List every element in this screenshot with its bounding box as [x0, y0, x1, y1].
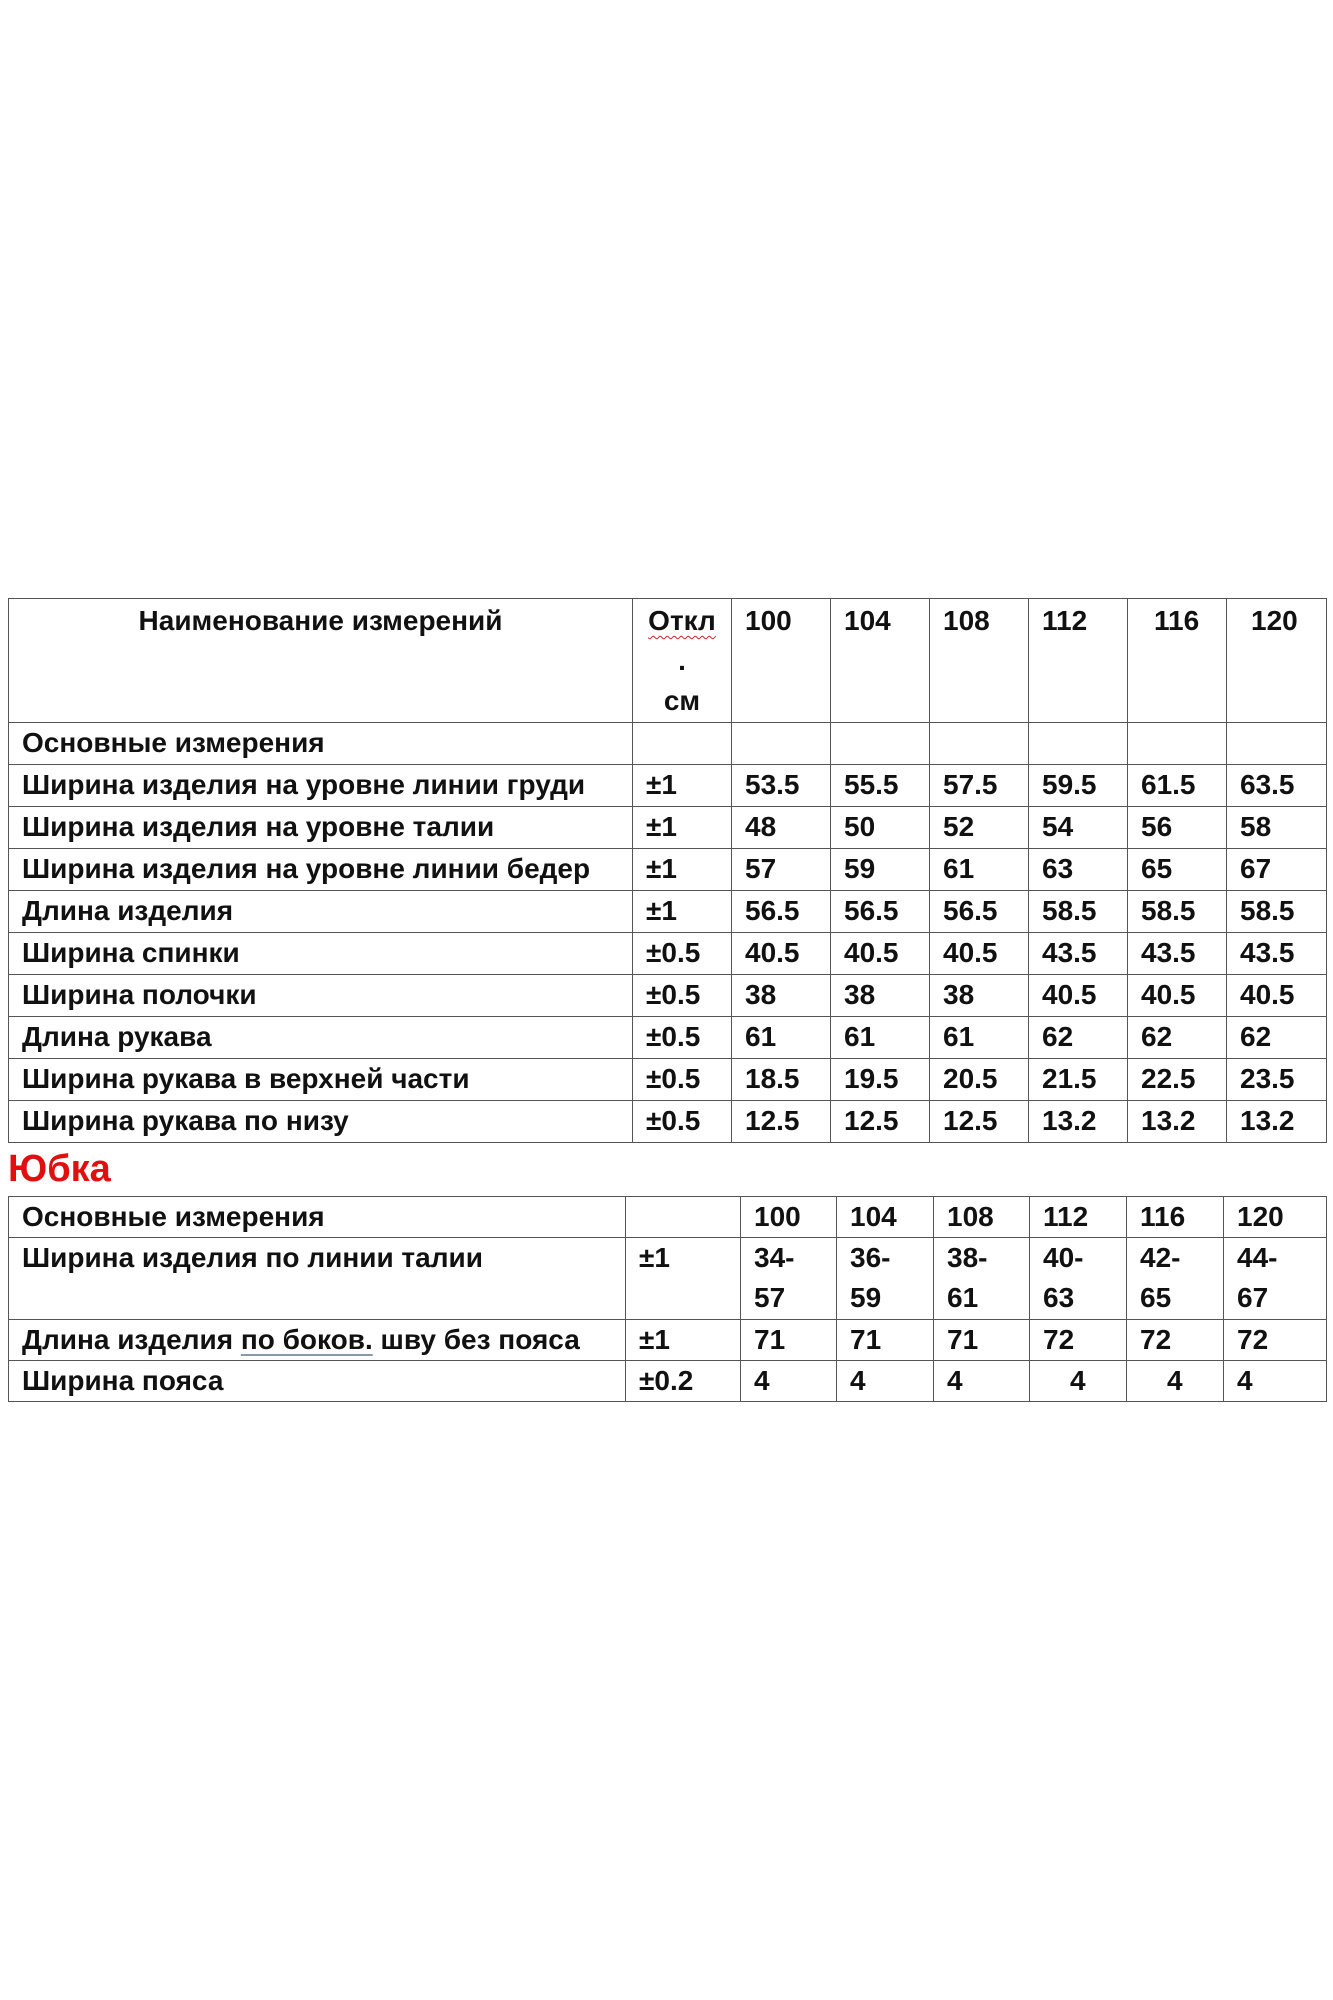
measurement-name-part: Длина изделия — [22, 1324, 241, 1355]
header-deviation — [626, 1197, 741, 1238]
value-cell: 40.5 — [1128, 975, 1227, 1017]
value-cell — [831, 723, 930, 765]
value-cell: 55.5 — [831, 765, 930, 807]
table-header-row — [9, 599, 1327, 723]
measurement-name: Ширина полочки — [9, 975, 633, 1017]
value-cell — [1224, 1238, 1327, 1320]
value-cell: 71 — [837, 1320, 934, 1361]
value-cell: 58.5 — [1128, 891, 1227, 933]
value-cell: 18.5 — [732, 1059, 831, 1101]
value-cell: 56.5 — [831, 891, 930, 933]
value-cell: 53.5 — [732, 765, 831, 807]
table-row — [9, 1238, 1327, 1320]
header-size: 104 — [837, 1197, 934, 1238]
value-cell: 20.5 — [930, 1059, 1029, 1101]
measurement-name: Ширина изделия на уровне линии груди — [9, 765, 633, 807]
value-cell — [934, 1238, 1030, 1320]
deviation-cell: ±0.5 — [633, 1017, 732, 1059]
value-cell — [1128, 723, 1227, 765]
value-cell: 4 — [741, 1361, 837, 1402]
value-cell: 62 — [1029, 1017, 1128, 1059]
deviation-cell: ±1 — [633, 807, 732, 849]
table-header-row — [9, 1197, 1327, 1238]
value-cell: 58.5 — [1227, 891, 1327, 933]
value-cell: 40.5 — [930, 933, 1029, 975]
value-cell: 59 — [831, 849, 930, 891]
value-cell: 38 — [831, 975, 930, 1017]
measurement-name-part: шву без пояса — [372, 1324, 580, 1355]
value-line: 44- — [1237, 1242, 1278, 1273]
deviation-cell: ±1 — [626, 1238, 741, 1320]
header-deviation-line: Откл — [648, 605, 716, 636]
table-row — [9, 1361, 1327, 1402]
value-cell: 4 — [1127, 1361, 1224, 1402]
header-size: 100 — [741, 1197, 837, 1238]
value-cell: 72 — [1127, 1320, 1224, 1361]
measurement-name: Ширина пояса — [9, 1361, 626, 1402]
value-cell: 58.5 — [1029, 891, 1128, 933]
deviation-cell — [633, 723, 732, 765]
table-row — [9, 1059, 1327, 1101]
value-cell: 57.5 — [930, 765, 1029, 807]
value-line: 38- — [947, 1242, 988, 1273]
measurement-name: Ширина рукава по низу — [9, 1101, 633, 1143]
header-measurement-name: Наименование измерений — [9, 599, 633, 723]
value-cell — [1127, 1238, 1224, 1320]
value-cell — [930, 723, 1029, 765]
value-cell: 63.5 — [1227, 765, 1327, 807]
value-cell — [837, 1238, 934, 1320]
value-cell: 43.5 — [1029, 933, 1128, 975]
value-cell: 48 — [732, 807, 831, 849]
measurement-name: Ширина изделия на уровне линии бедер — [9, 849, 633, 891]
value-cell: 61 — [930, 1017, 1029, 1059]
table-row — [9, 1101, 1327, 1143]
header-size: 112 — [1029, 599, 1128, 723]
value-cell — [1227, 723, 1327, 765]
value-cell: 67 — [1227, 849, 1327, 891]
table-row — [9, 723, 1327, 765]
value-cell: 13.2 — [1128, 1101, 1227, 1143]
value-line: 61 — [947, 1282, 979, 1313]
value-cell: 4 — [837, 1361, 934, 1402]
value-cell: 72 — [1030, 1320, 1127, 1361]
table-row — [9, 933, 1327, 975]
deviation-cell: ±1 — [626, 1320, 741, 1361]
header-size: 108 — [934, 1197, 1030, 1238]
deviation-cell: ±0.5 — [633, 933, 732, 975]
value-cell: 61 — [732, 1017, 831, 1059]
value-cell: 58 — [1227, 807, 1327, 849]
table-row — [9, 975, 1327, 1017]
measurement-name: Длина рукава — [9, 1017, 633, 1059]
value-cell: 61 — [930, 849, 1029, 891]
value-cell: 54 — [1029, 807, 1128, 849]
measurement-name: Длина изделия — [9, 891, 633, 933]
value-cell: 57 — [732, 849, 831, 891]
table-row — [9, 807, 1327, 849]
value-line: 59 — [850, 1282, 882, 1313]
value-cell: 56.5 — [930, 891, 1029, 933]
value-cell: 4 — [1030, 1361, 1127, 1402]
measurement-name — [9, 1320, 626, 1361]
header-size: 116 — [1128, 599, 1227, 723]
value-cell: 12.5 — [930, 1101, 1029, 1143]
value-cell — [732, 723, 831, 765]
header-deviation-line: . — [678, 645, 686, 676]
value-cell: 71 — [741, 1320, 837, 1361]
value-cell: 72 — [1224, 1320, 1327, 1361]
value-cell: 63 — [1029, 849, 1128, 891]
header-size: 120 — [1224, 1197, 1327, 1238]
value-line: 65 — [1140, 1282, 1172, 1313]
value-cell: 50 — [831, 807, 930, 849]
value-cell: 23.5 — [1227, 1059, 1327, 1101]
value-cell: 13.2 — [1029, 1101, 1128, 1143]
value-cell — [1029, 723, 1128, 765]
value-cell: 21.5 — [1029, 1059, 1128, 1101]
header-measurement-name: Основные измерения — [9, 1197, 626, 1238]
value-cell: 12.5 — [732, 1101, 831, 1143]
value-cell: 38 — [732, 975, 831, 1017]
value-cell: 71 — [934, 1320, 1030, 1361]
value-cell: 62 — [1128, 1017, 1227, 1059]
value-cell: 52 — [930, 807, 1029, 849]
value-line: 67 — [1237, 1282, 1269, 1313]
value-line: 40- — [1043, 1242, 1084, 1273]
value-cell: 40.5 — [1029, 975, 1128, 1017]
value-line: 42- — [1140, 1242, 1181, 1273]
value-cell: 19.5 — [831, 1059, 930, 1101]
value-line: 63 — [1043, 1282, 1075, 1313]
deviation-cell: ±0.5 — [633, 1059, 732, 1101]
value-line: 34- — [754, 1242, 795, 1273]
value-cell: 61.5 — [1128, 765, 1227, 807]
value-cell: 22.5 — [1128, 1059, 1227, 1101]
value-cell: 12.5 — [831, 1101, 930, 1143]
table-row — [9, 849, 1327, 891]
value-cell: 4 — [1224, 1361, 1327, 1402]
deviation-cell: ±1 — [633, 849, 732, 891]
value-cell: 56 — [1128, 807, 1227, 849]
value-cell: 4 — [934, 1361, 1030, 1402]
blouse-measurements-table — [8, 598, 1327, 1143]
value-cell: 65 — [1128, 849, 1227, 891]
value-cell: 56.5 — [732, 891, 831, 933]
measurement-name: Ширина рукава в верхней части — [9, 1059, 633, 1101]
measurement-name: Основные измерения — [9, 723, 633, 765]
table-row — [9, 1017, 1327, 1059]
deviation-cell: ±1 — [633, 891, 732, 933]
header-deviation-line: см — [663, 685, 701, 716]
header-size: 104 — [831, 599, 930, 723]
deviation-cell: ±0.5 — [633, 975, 732, 1017]
header-size: 116 — [1127, 1197, 1224, 1238]
measurement-name: Ширина изделия на уровне талии — [9, 807, 633, 849]
value-cell: 43.5 — [1227, 933, 1327, 975]
header-size: 112 — [1030, 1197, 1127, 1238]
deviation-cell: ±0.5 — [633, 1101, 732, 1143]
value-cell: 61 — [831, 1017, 930, 1059]
table-row — [9, 765, 1327, 807]
value-cell: 62 — [1227, 1017, 1327, 1059]
table-row — [9, 1320, 1327, 1361]
value-cell: 13.2 — [1227, 1101, 1327, 1143]
header-size: 100 — [732, 599, 831, 723]
value-cell: 43.5 — [1128, 933, 1227, 975]
header-size: 120 — [1227, 599, 1327, 723]
value-line: 57 — [754, 1282, 786, 1313]
value-line: 36- — [850, 1242, 891, 1273]
value-cell: 38 — [930, 975, 1029, 1017]
header-size: 108 — [930, 599, 1029, 723]
measurement-name-part: по боков. — [240, 1324, 373, 1355]
deviation-cell: ±1 — [633, 765, 732, 807]
value-cell: 40.5 — [732, 933, 831, 975]
measurement-name: Ширина изделия по линии талии — [9, 1238, 626, 1320]
value-cell: 40.5 — [1227, 975, 1327, 1017]
measurement-name: Ширина спинки — [9, 933, 633, 975]
value-cell — [1030, 1238, 1127, 1320]
skirt-measurements-table — [8, 1196, 1327, 1402]
value-cell — [741, 1238, 837, 1320]
value-cell: 40.5 — [831, 933, 930, 975]
header-deviation — [633, 599, 732, 723]
value-cell: 59.5 — [1029, 765, 1128, 807]
skirt-section-title: Юбка — [8, 1148, 111, 1190]
deviation-cell: ±0.2 — [626, 1361, 741, 1402]
blouse-table-body — [9, 723, 1327, 1143]
table-row — [9, 891, 1327, 933]
